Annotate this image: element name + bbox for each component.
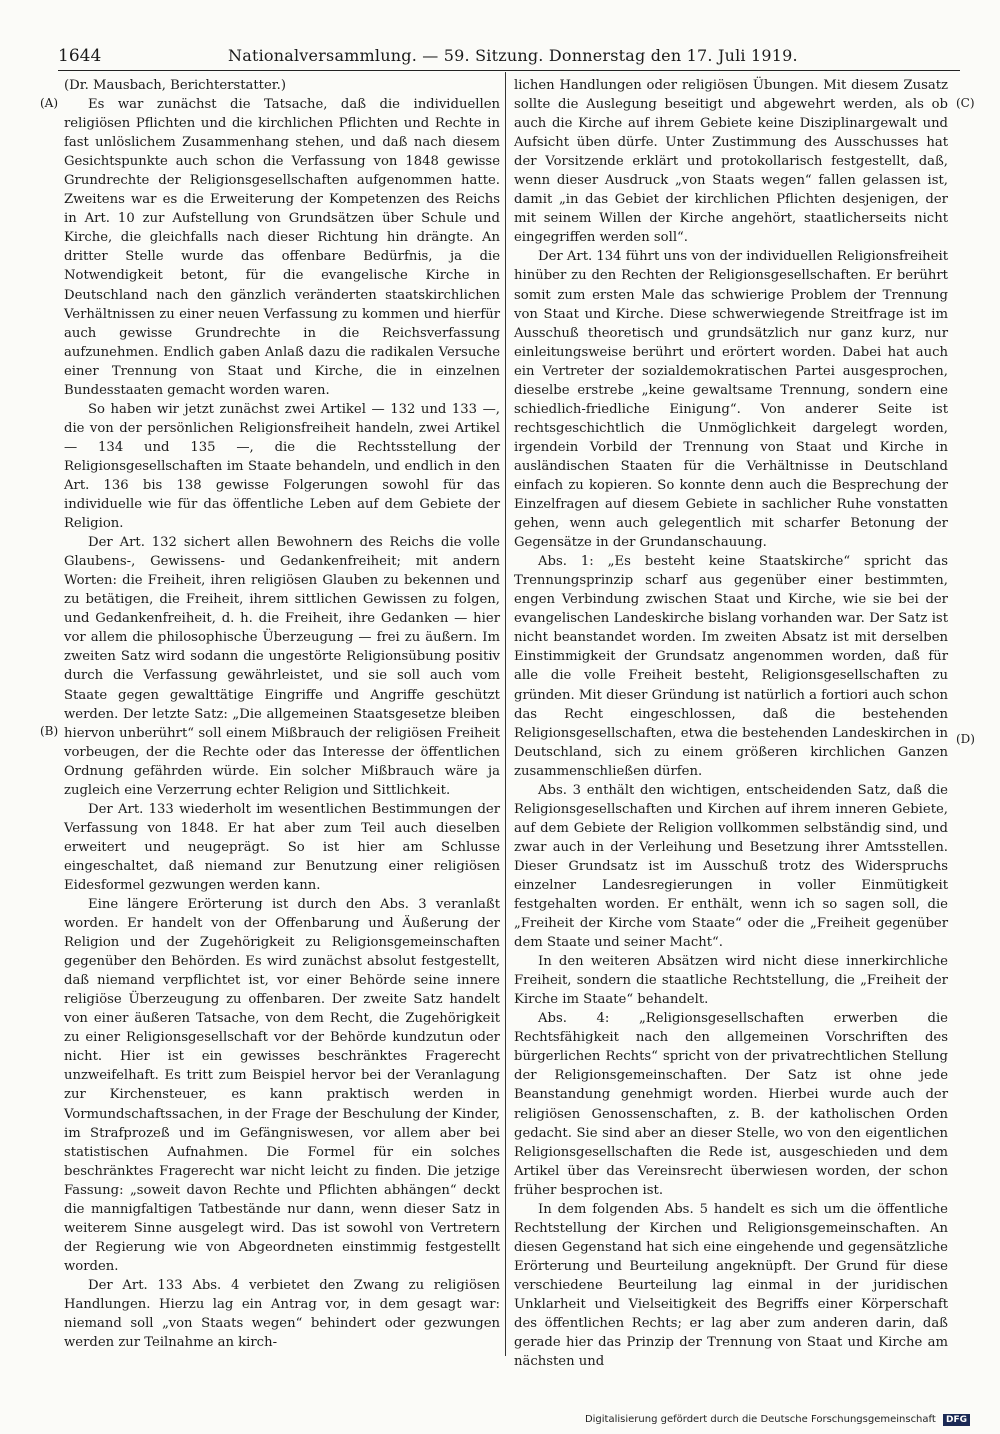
paragraph: Der Art. 132 sichert allen Bewohnern des Reichs die volle Glaubens-, Gewissens- und Gedankenfreiheit; mit andern Worten: die Freiheit, ihren religiösen Glauben zu bekennen und zu betätigen, die Freiheit, ihrem sittlichen Gewissen zu folgen, und Gedankenfreiheit, d. h. die Freiheit, ihre Gedanken — hier vor allem die philosophische Überzeugung — frei zu äußern. Im zweiten Satz wird sodann die ungestörte Religionsübung positiv durch die Verfassung gewährleistet, und sie soll auch vom Staate gegen gewalttätige Eingriffe und Angriffe geschützt werden. Der letzte Satz: „Die allgemeinen Staatsgesetze bleiben hiervon unberührt“ soll einem Mißbrauch der religiösen Freiheit vorbeugen, der die Rechte oder das Interesse der öffentlichen Ordnung gefährden würde. Ein solcher Mißbrauch wäre ja zugleich eine Verzerrung echter Religion und Sittlichkeit. bbox=[64, 535, 500, 798]
page-number: 1644 bbox=[58, 46, 102, 66]
margin-mark-c: (C) bbox=[956, 96, 975, 110]
paragraph: In dem folgenden Abs. 5 handelt es sich um die öffentliche Rechtstellung der Kirchen und Religionsgemeinschaften. An diesen Gegenstand hat sich eine eingehende und gegensätzliche Erörterung und Beurteilung angeknüpft. Der Grund für diese verschiedene Beurteilung lag einmal in der juridischen Unklarheit und Vielseitigkeit des Begriffs einer Körperschaft des öffentlichen Rechts; er lag aber zum anderen darin, daß gerade hier das Prinzip der Trennung von Staat und Kirche am nächsten und bbox=[514, 1201, 948, 1370]
paragraph: Der Art. 134 führt uns von der individuellen Religionsfreiheit hinüber zu den Rechten der Religionsgesellschaften. Er berührt somit zum ersten Male das schwierige Problem der Trennung von Staat und Kirche. Diese schwerwiegende Streitfrage ist im Ausschuß theoretisch und grundsätzlich nur ganz kurz, nur einleitungsweise berührt und erörtert worden. Dabei hat auch ein Vertreter der sozialdemokratischen Partei ausgesprochen, dieselbe erstrebe „keine gewaltsame Trennung, sondern eine schiedlich-friedliche Einigung“. Von anderer Seite ist rechtsgeschichtlich die Unmöglichkeit dargelegt worden, irgendein Vorbild der Trennung von Staat und Kirche in ausländischen Staaten für die Verhältnisse in Deutschland einfach zu kopieren. So konnte denn auch die Besprechung der Einzelfragen auf diesem Gebiete in sachlicher Ruhe vonstatten gehen, wenn auch gelegentlich mit scharfer Betonung der Gegensätze in der Grundanschauung. bbox=[514, 249, 948, 551]
left-column bbox=[64, 76, 500, 1352]
running-title: Nationalversammlung. — 59. Sitzung. Donnerstag den 17. Juli 1919. bbox=[228, 46, 798, 65]
dfg-logo: DFG bbox=[943, 1414, 970, 1426]
paragraph: Abs. 4: „Religionsgesellschaften erwerben die Rechtsfähigkeit nach den allgemeinen Vorschriften des bürgerlichen Rechts“ spricht von der privatrechtlichen Stellung der Religionsgemeinschaften. Der Satz ist ohne jede Beanstandung genehmigt worden. Hierbei wurde auch der religiösen Genossenschaften, z. B. der katholischen Orden gedacht. Sie sind aber an dieser Stelle, wo von den eigentlichen Religionsgesellschaften die Rede ist, ausgeschieden und dem Artikel über das Vereinsrecht überwiesen worden, der schon früher besprochen ist. bbox=[514, 1011, 948, 1198]
column-separator bbox=[505, 72, 506, 1356]
margin-mark-b: (B) bbox=[40, 724, 59, 738]
header-rule bbox=[58, 70, 960, 71]
footer-credit bbox=[585, 1414, 970, 1426]
footer-text: Digitalisierung gefördert durch die Deutsche Forschungsgemeinschaft bbox=[584, 1414, 936, 1425]
page-header bbox=[58, 42, 960, 68]
speaker-attribution: (Dr. Mausbach, Berichterstatter.) bbox=[64, 78, 286, 93]
paragraph: Es war zunächst die Tatsache, daß die individuellen religiösen Pflichten und die kirchlichen Pflichten und Rechte in fast unlöslichem Zusammenhang stehen, und daß nach diesem Gesichtspunkte auch schon die Verfassung von 1848 gewisse Grundrechte der Religionsgesellschaften aufgenommen hatte. Zweitens war es die Erweiterung der Kompetenzen des Reichs in Art. 10 zur Aufstellung von Grundsätzen über Schule und Kirche, die gleichfalls nach dieser Richtung hin drängte. An dritter Stelle wurde das offenbare Bedürfnis, ja die Notwendigkeit betont, für die evangelische Kirche in Deutschland nach den gänzlich veränderten staatskirchlichen Verhältnissen zu einer neuen Verfassung zu kommen und hierfür auch gewisse Grundrechte in die Reichsverfassung aufzunehmen. Endlich gaben Anlaß dazu die radikalen Versuche einer Trennung von Staat und Kirche, die in einzelnen Bundesstaaten gemacht worden waren. bbox=[64, 97, 500, 398]
right-column bbox=[514, 76, 948, 1371]
paragraph: Abs. 3 enthält den wichtigen, entscheidenden Satz, daß die Religionsgesellschaften und Kirchen auf ihrem inneren Gebiete, auf dem Gebiete der Religion vollkommen selbständig sind, und zwar auch in der Verleihung und Besetzung ihrer Amtsstellen. Dieser Grundsatz ist im Ausschuß trotz des Widerspruchs einzelner Landesregierungen in voller Einmütigkeit festgehalten worden. Er enthält, wenn ich so sagen soll, die „Freiheit der Kirche vom Staate“ oder die „Freiheit gegenüber dem Staate und seiner Macht“. bbox=[514, 782, 948, 951]
paragraph-continued: lichen Handlungen oder religiösen Übungen. Mit diesem Zusatz sollte die Auslegung beseitigt und abgewehrt werden, als ob auch die Kirche auf ihrem Gebiete keine Disziplinargewalt und Aufsicht üben dürfe. Unter Zustimmung des Ausschusses hat der Vorsitzende erklärt und protokollarisch festgestellt, daß, wenn dieser Ausdruck „von Staats wegen“ fallen gelassen ist, damit „in das Gebiet der kirchlichen Pflichten desjenigen, der mit seinem Willen der Kirche angehört, staatlicherseits nicht eingegriffen werden soll“. bbox=[514, 78, 948, 246]
paragraph: Der Art. 133 wiederholt im wesentlichen Bestimmungen der Verfassung von 1848. Er hat aber zum Teil auch dieselben erweitert und neugeprägt. So ist hier am Schlusse eingeschaltet, daß niemand zur Benutzung einer religiösen Eidesformel gezwungen werden kann. bbox=[64, 801, 500, 893]
paragraph: In den weiteren Absätzen wird nicht diese innerkirchliche Freiheit, sondern die staatliche Rechtstellung, die „Freiheit der Kirche im Staate“ behandelt. bbox=[514, 954, 948, 1008]
margin-mark-a: (A) bbox=[40, 96, 59, 110]
paragraph: Eine längere Erörterung ist durch den Abs. 3 veranlaßt worden. Er handelt von der Offenbarung und Äußerung der Religion und der Zugehörigkeit zu Religionsgemeinschaften gegenüber den Behörden. Es wird zunächst absolut festgestellt, daß niemand verpflichtet ist, vor einer Behörde seine innere religiöse Überzeugung zu offenbaren. Der zweite Satz handelt von einer äußeren Tatsache, von dem Recht, die Zugehörigkeit zu einer Religionsgesellschaft vor der Behörde kundzutun oder nicht. Hier ist ein gewisses beschränktes Fragerecht unzweifelhaft. Es tritt zum Beispiel hervor bei der Veranlagung zur Kirchensteuer, es kann praktisch werden in Vormundschaftssachen, in der Frage der Beschulung der Kinder, im Strafprozeß und im Gefängniswesen, vor allem aber bei statistischen Aufnahmen. Die Formel für ein solches beschränktes Fragerecht war nicht leicht zu finden. Die jetzige Fassung: „soweit davon Rechte und Pflichten abhängen“ deckt die mannigfaltigen Tatbestände nur dann, wenn dieser Satz in weiterem Sinne ausgelegt wird. Das ist sowohl von Vertretern der Regierung wie von Abgeordneten einstimmig festgestellt worden. bbox=[64, 897, 500, 1274]
paragraph: Abs. 1: „Es besteht keine Staatskirche“ spricht das Trennungsprinzip scharf aus gegenüber einer bestimmten, engen Verbindung zwischen Staat und Kirche, wie sie bei der evangelischen Landeskirche bislang vorhanden war. Der Satz ist nicht beanstandet worden. Im zweiten Absatz ist mit derselben Einstimmigkeit der Grundsatz angenommen worden, daß für alle die volle Freiheit besteht, Religionsgesellschaften zu gründen. Mit dieser Gründung ist natürlich a fortiori auch schon das Recht eingeschlossen, daß die bestehenden Religionsgesellschaften, etwa die bestehenden Landeskirchen in Deutschland, sich zu einem größeren kirchlichen Ganzen zusammenschließen dürfen. bbox=[514, 554, 948, 779]
paragraph: Der Art. 133 Abs. 4 verbietet den Zwang zu religiösen Handlungen. Hierzu lag ein Antrag vor, in dem gesagt war: niemand soll „von Staats wegen“ behindert oder gezwungen werden zur Teilnahme an kirch- bbox=[64, 1277, 500, 1351]
paragraph: So haben wir jetzt zunächst zwei Artikel — 132 und 133 —, die von der persönlichen Religionsfreiheit handeln, zwei Artikel — 134 und 135 —, die die Rechtsstellung der Religionsgesellschaften im Staate behandeln, und endlich in den Art. 136 bis 138 gewisse Folgerungen sowohl für das individuelle wie für das öffentliche Leben auf dem Gebiete der Religion. bbox=[64, 401, 500, 532]
margin-mark-d: (D) bbox=[956, 732, 975, 746]
